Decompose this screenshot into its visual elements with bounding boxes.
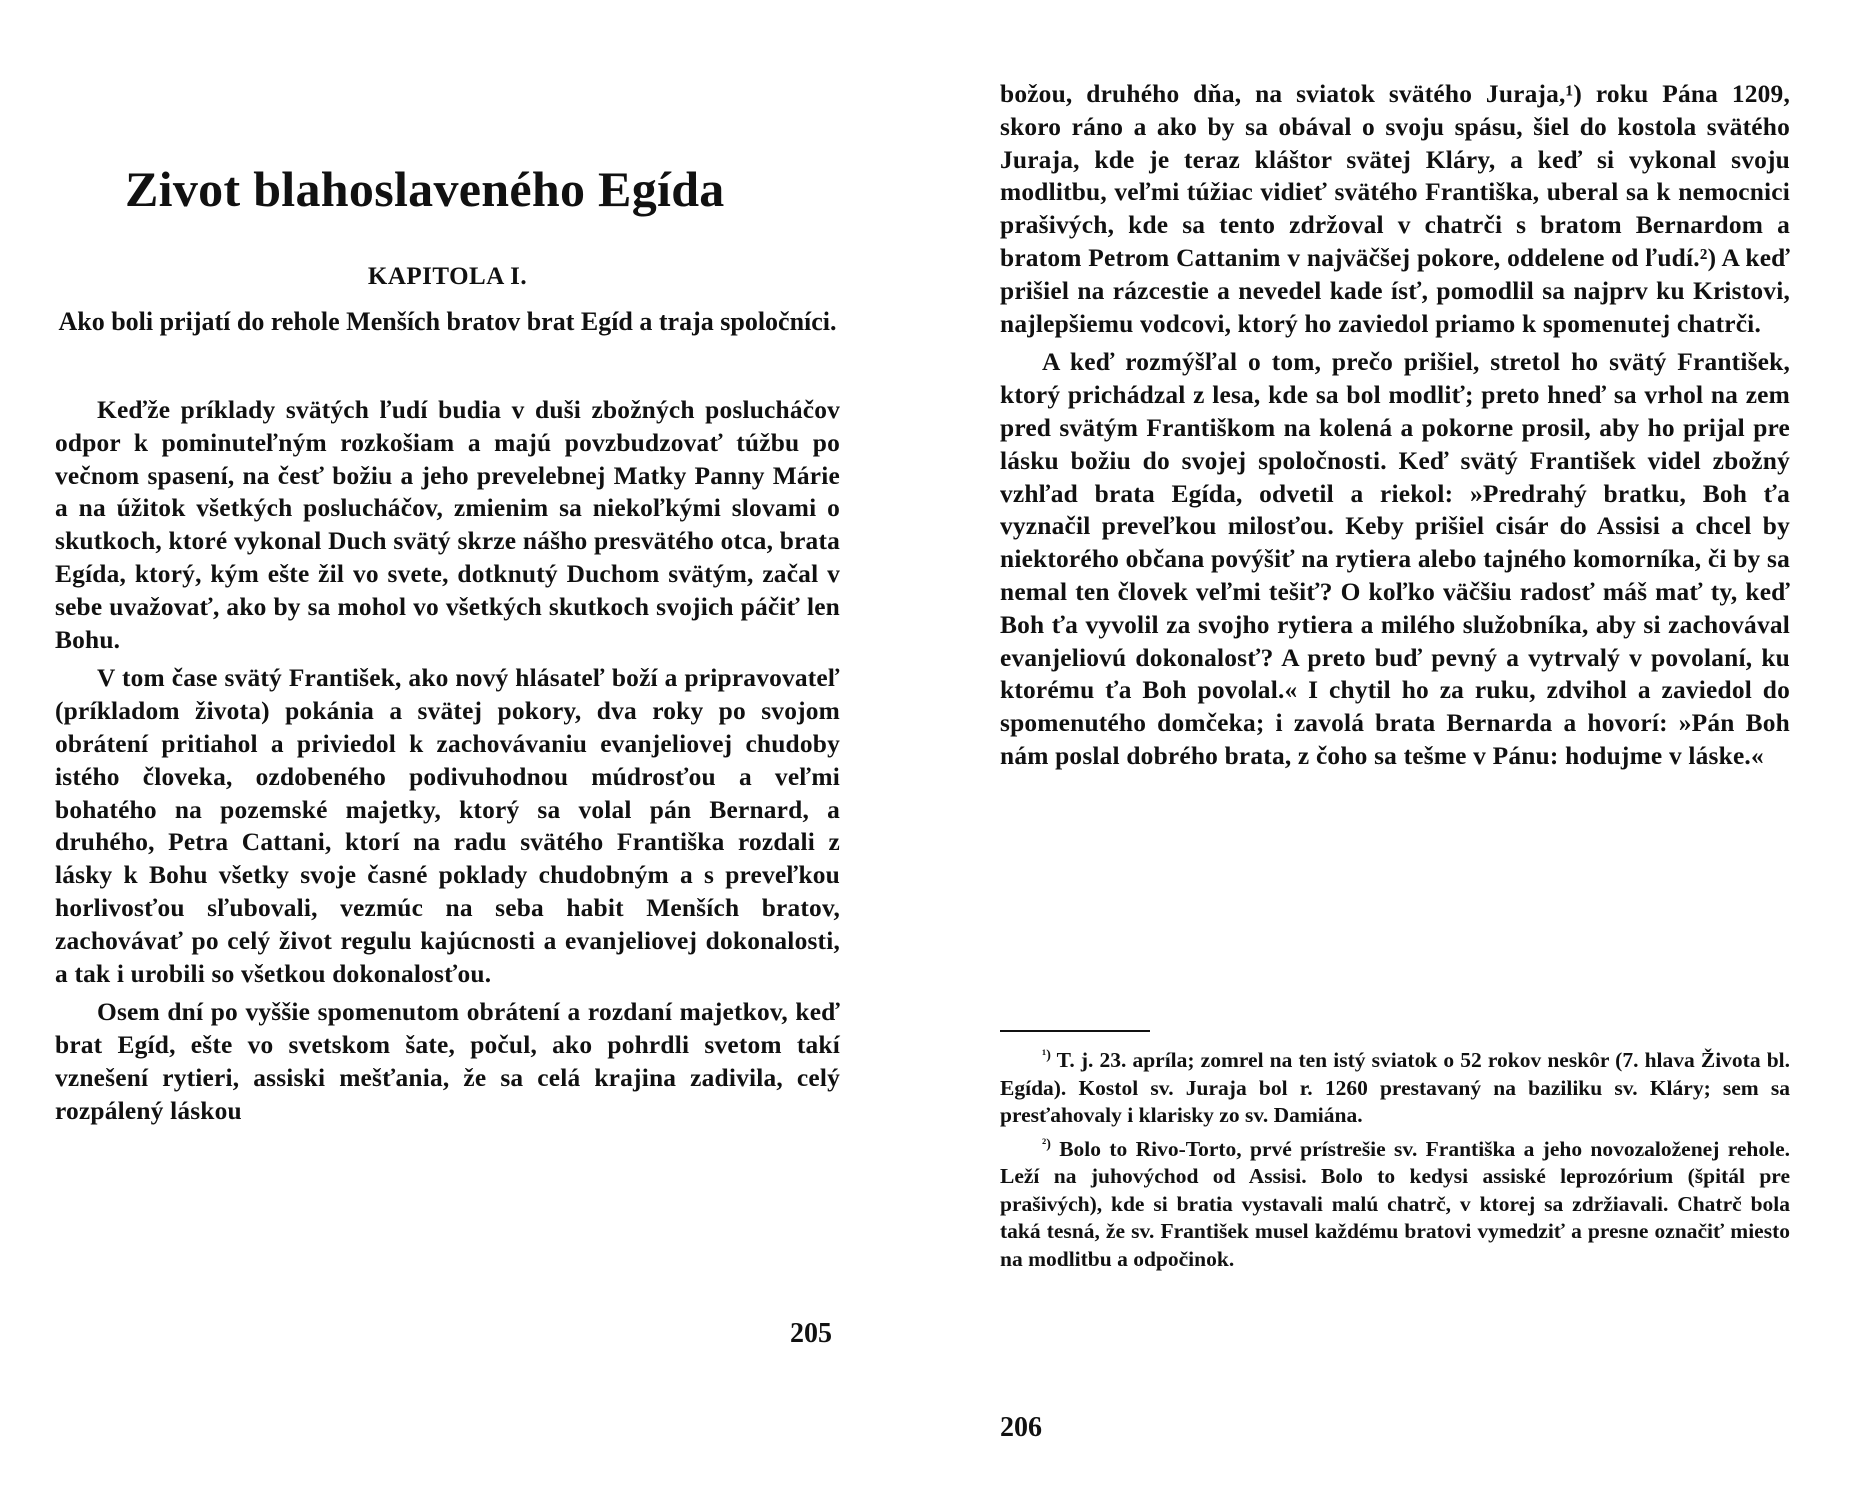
paragraph: božou, druhého dňa, na sviatok svätého Juraja,¹) roku Pána 1209, skoro ráno a ako by sa obával o svoju spásu, šiel do kostola svätého Juraja, kde je teraz kláštor svätej Kláry, a keď si vykonal svoju modlitbu, veľmi túžiac vidieť svätého Františka, uberal sa k nemocnici prašivých, kde sa tento zdržoval v chatrči s bratom Bernardom a bratom Petrom Cattanim v najväčšej pokore, oddelene od ľudí.²) A keď prišiel na rázcestie a nevedel kade ísť, pomodlil sa najprv ku Kristovi, najlepšiemu vodcovi, ktorý ho zaviedol priamo k spomenutej chatrči. (1000, 80, 1790, 338)
footnote-mark: ¹) (1042, 1047, 1051, 1063)
footnote-text: Bolo to Rivo-Torto, prvé prístrešie sv. Františka a jeho novozaloženej rehole. Leží na juhovýchod od Assisi. Bolo to kedysi assiské leprozórium (špitál pre prašivých), kde si bratia vystavali malú chatrč, v ktorej sa zdržiavali. Chatrč bola taká tesná, že sv. František musel každému bratovi vymedziť a presne označiť miesto na modlitbu a odpočinok. (1000, 1136, 1790, 1271)
footnote-divider (1000, 1030, 1150, 1032)
paragraph: Osem dní po vyššie spomenutom obrátení a rozdaní majetkov, keď brat Egíd, ešte vo svetskom šate, počul, ako pohrdli svetom takí vznešení rytieri, assiski mešťania, že sa celá krajina zadivila, celý rozpálený láskou (55, 998, 840, 1125)
footnote (1000, 1136, 1790, 1274)
page-number: 206 (1000, 1412, 1042, 1443)
chapter-heading: KAPITOLA I. (367, 263, 528, 290)
paragraph: A keď rozmýšľal o tom, prečo prišiel, stretol ho svätý František, ktorý prichádzal z lesa, kde sa bol modliť; preto hneď sa vrhol na zem pred svätým Františkom na kolená a pokorne prosil, aby ho prijal pre lásku božiu do svojej spoločnosti. Keď svätý František videl zbožný vzhľad brata Egída, odvetil a riekol: »Predrahý bratku, Boh ťa vyznačil preveľkou milosťou. Keby prišiel cisár do Assisi a chcel by niektorého občana povýšiť na rytiera alebo tajného komorníka, či by sa nemal ten človek veľmi tešiť? O koľko väčšiu radosť máš mať ty, keď Boh ťa vyvolil za svojho rytiera a milého služobníka, aby si zachovával evanjeliovú dokonalosť? A preto buď pevný a vytrvalý v povolaní, ku ktorému ťa Boh povolal.« I chytil ho za ruku, zdvihol a zaviedol do spomenutého domčeka; i zavolá brata Bernarda a hovorí: »Pán Boh nám poslal dobrého brata, z čoho sa tešme v Pánu: hodujme v láske.« (1000, 348, 1790, 770)
page-number: 205 (790, 1318, 832, 1349)
right-page (1000, 0, 1790, 1500)
footnote (1000, 1047, 1790, 1130)
footnotes (1000, 1047, 1790, 1279)
left-page (55, 0, 840, 1500)
footnote-mark: ²) (1042, 1136, 1051, 1152)
right-body-text (1000, 78, 1790, 779)
left-body-text (55, 394, 840, 1134)
chapter-subtitle: Ako boli prijatí do rehole Menších bratov brat Egíd a traja spoločníci. (58, 307, 837, 336)
footnote-text: T. j. 23. apríla; zomrel na ten istý sviatok o 52 rokov neskôr (7. hlava Života bl. Egída). Kostol sv. Juraja bol r. 1260 prestavaný na baziliku sv. Kláry; sem sa presťahovaly i klarisky zo sv. Damiána. (1000, 1048, 1790, 1127)
paragraph: V tom čase svätý František, ako nový hlásateľ boží a pripravovateľ (príkladom života) pokánia a svätej pokory, dva roky po svojom obrátení pritiahol a priviedol k zachovávaniu evanjeliovej chudoby istého človeka, ozdobeného podivuhodnou múdrosťou a veľmi bohatého na pozemské majetky, ktorý sa volal pán Bernard, a druhého, Petra Cattani, ktorí na radu svätého Františka rozdali z lásky k Bohu všetky svoje časné poklady chudobným a s preveľkou horlivosťou sľubovali, vezmúc na seba habit Menších bratov, zachovávať po celý život regulu kajúcnosti a evanjeliovej dokonalosti, a tak i urobili so všetkou dokonalosťou. (55, 664, 840, 988)
page-title: Zivot blahoslaveného Egída (125, 161, 725, 217)
paragraph: Keďže príklady svätých ľudí budia v duši zbožných poslucháčov odpor k pominuteľným rozkošiam a majú povzbudzovať túžbu po večnom spasení, na česť božiu a jeho prevelebnej Matky Panny Márie a na úžitok všetkých poslucháčov, zmienim sa niekoľkými slovami o skutkoch, ktoré vykonal Duch svätý skrze nášho presvätého otca, brata Egída, ktorý, kým ešte žil vo svete, dotknutý Duchom svätým, začal v sebe uvažovať, ako by sa mohol vo všetkých skutkoch svojich páčiť len Bohu. (55, 396, 840, 654)
